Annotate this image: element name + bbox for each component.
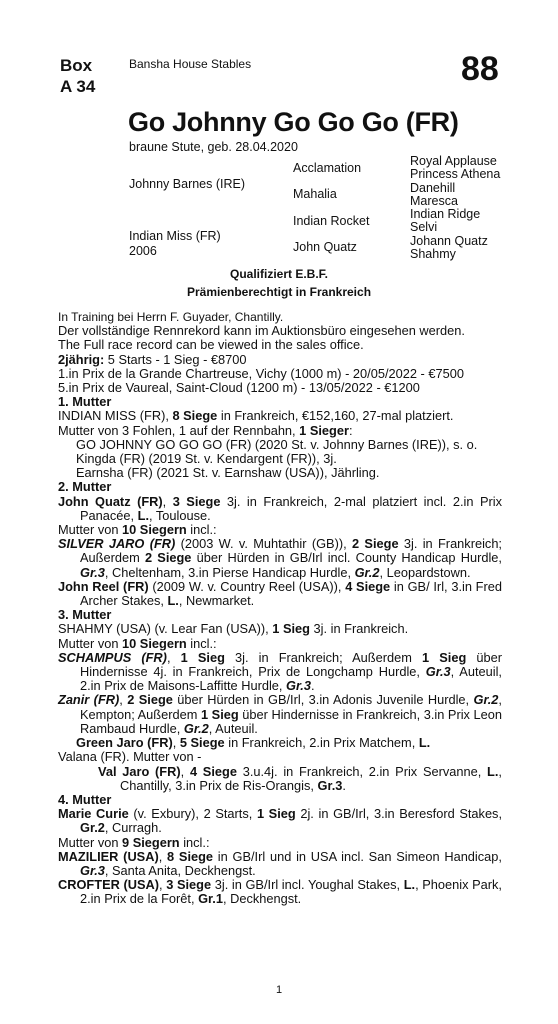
pedigree-g3-7: Johann Quatz	[410, 234, 488, 248]
box-label-text: Box	[60, 56, 93, 75]
qualification-ebf: Qualifiziert E.B.F.	[229, 267, 328, 281]
pedigree-g3-8: Shahmy	[410, 247, 456, 261]
qualification-premium: Prämienberechtigt in Frankreich	[186, 285, 372, 299]
pedigree-g3-1: Royal Applause	[410, 154, 497, 168]
winners-line: Mutter von 10 Siegern incl.:	[58, 635, 217, 651]
fourth-dam-line: Marie Curie (v. Exbury), 2 Starts, 1 Sieg 2j. in GB/Irl, 3.in Beresford Stakes, Gr.2, Curragh.	[58, 806, 503, 836]
horse-description: braune Stute, geb. 28.04.2020	[129, 140, 298, 154]
produce-entry: Val Jaro (FR), 4 Siege 3.u.4j. in Frankreich, 2.in Prix Servanne, L., Chantilly, 3.in Prix de Ris-Orangis, Gr.3.	[98, 763, 502, 793]
pedigree-dam-sire: Indian Rocket	[293, 214, 370, 228]
two-yo-summary	[58, 353, 502, 367]
third-dam-line: SHAHMY (USA) (v. Lear Fan (USA)), 1 Sieg 3j. in Frankreich.	[58, 621, 409, 637]
pedigree-g3-2: Princess Athena	[410, 167, 501, 181]
two-yo-label: 2jährig:	[58, 351, 105, 367]
training-info: In Training bei Herrn F. Guyader, Chantilly.	[58, 310, 284, 324]
section-heading-3: 3. Mutter	[58, 607, 112, 623]
pedigree-sire-sire: Acclamation	[293, 161, 362, 175]
offspring-item: Earnsha (FR) (2021 St. v. Earnshaw (USA)), Jährling.	[76, 465, 380, 481]
produce-entry: MAZILIER (USA), 8 Siege in GB/Irl und in USA incl. San Simeon Handicap, Gr.3, Santa Anita, Deckhengst.	[58, 848, 502, 878]
race-line: 1.in Prix de la Grande Chartreuse, Vichy (1000 m) - 20/05/2022 - €7500	[58, 365, 464, 381]
pedigree-dam-year: 2006	[129, 244, 157, 258]
produce-entry: SILVER JARO (FR) (2003 W. v. Muhtathir (GB)), 2 Siege 3j. in Frankreich; Außerdem 2 Siege über Hürden in GB/Irl incl. County Handicap Hurdle, Gr.3, Cheltenham, 3.in Pierse Handicap Hurdle, Gr.2, Leopardstown.	[58, 536, 502, 580]
lot-number: 88	[461, 50, 499, 88]
pedigree-g3-3: Danehill	[410, 181, 456, 195]
page-number: 1	[275, 984, 283, 996]
pedigree-sire-dam: Mahalia	[293, 187, 337, 201]
pedigree-dam: Indian Miss (FR)	[129, 229, 221, 243]
winners-line: Mutter von 9 Siegern incl.:	[58, 834, 210, 850]
record-note-de: Der vollständige Rennrekord kann im Auktionsbüro eingesehen werden.	[58, 323, 465, 339]
pedigree-g3-6: Selvi	[410, 220, 438, 234]
produce-entry: SCHAMPUS (FR), 1 Sieg 3j. in Frankreich; Außerdem 1 Sieg über Hindernisse 4j. in Frankreich, Prix de Longchamp Hurdle, Gr.3, Auteuil, 2.in Prix de Maisons-Laffitte Hurdle, Gr.3.	[58, 649, 502, 694]
race-line: 5.in Prix de Vaureal, Saint-Cloud (1200 m) - 13/05/2022 - €1200	[58, 380, 420, 396]
horse-name: Go Johnny Go Go Go (FR)	[128, 107, 459, 137]
produce-entry: Valana (FR). Mutter von -	[58, 749, 202, 765]
pedigree-g3-4: Maresca	[410, 194, 458, 208]
pedigree-dam-dam: John Quatz	[293, 240, 357, 254]
stables-name: Bansha House Stables	[129, 57, 252, 71]
produce-entry: John Reel (FR) (2009 W. v. Country Reel (USA)), 4 Siege in GB/ Irl, 3.in Fred Archer Stakes, L., Newmarket.	[58, 578, 502, 609]
pedigree-sire: Johnny Barnes (IRE)	[129, 177, 246, 191]
section-heading-4: 4. Mutter	[58, 791, 112, 807]
offspring-item: Kingda (FR) (2019 St. v. Kendargent (FR)), 3j.	[76, 451, 337, 467]
pedigree-g3-5: Indian Ridge	[410, 207, 481, 221]
section-heading-1: 1. Mutter	[58, 394, 112, 410]
box-number: A 34	[60, 77, 96, 96]
winners-line: Mutter von 10 Siegern incl.:	[58, 522, 217, 538]
produce-entry: Green Jaro (FR), 5 Siege in Frankreich, 2.in Prix Matchem, L.	[76, 735, 431, 751]
two-yo-stats: 5 Starts - 1 Sieg - €8700	[104, 351, 247, 367]
foals-line: Mutter von 3 Fohlen, 1 auf der Rennbahn, 1 Sieger:	[58, 422, 353, 438]
offspring-item: GO JOHNNY GO GO GO (FR) (2020 St. v. Johnny Barnes (IRE)), s. o.	[76, 436, 478, 452]
dam-line: INDIAN MISS (FR), 8 Siege in Frankreich, €152,160, 27-mal platziert.	[58, 408, 454, 424]
section-heading-2: 2. Mutter	[58, 479, 112, 495]
produce-entry: Zanir (FR), 2 Siege über Hürden in GB/Irl, 3.in Adonis Juvenile Hurdle, Gr.2, Kempton; Außerdem 1 Sieg über Hindernisse in Frankreich, 3.in Prix Leon Rambaud Hurdle, Gr.2, Auteuil.	[58, 692, 502, 736]
box-label	[60, 55, 95, 97]
catalogue-body	[58, 310, 502, 907]
record-note-en: The Full race record can be viewed in the sales office.	[58, 337, 364, 353]
produce-entry: CROFTER (USA), 3 Siege 3j. in GB/Irl incl. Youghal Stakes, L., Phoenix Park, 2.in Prix de la Forêt, Gr.1, Deckhengst.	[58, 877, 502, 907]
second-dam-line: John Quatz (FR), 3 Siege 3j. in Frankreich, 2-mal platziert incl. 2.in Prix Panacée, L., Toulouse.	[58, 493, 502, 523]
